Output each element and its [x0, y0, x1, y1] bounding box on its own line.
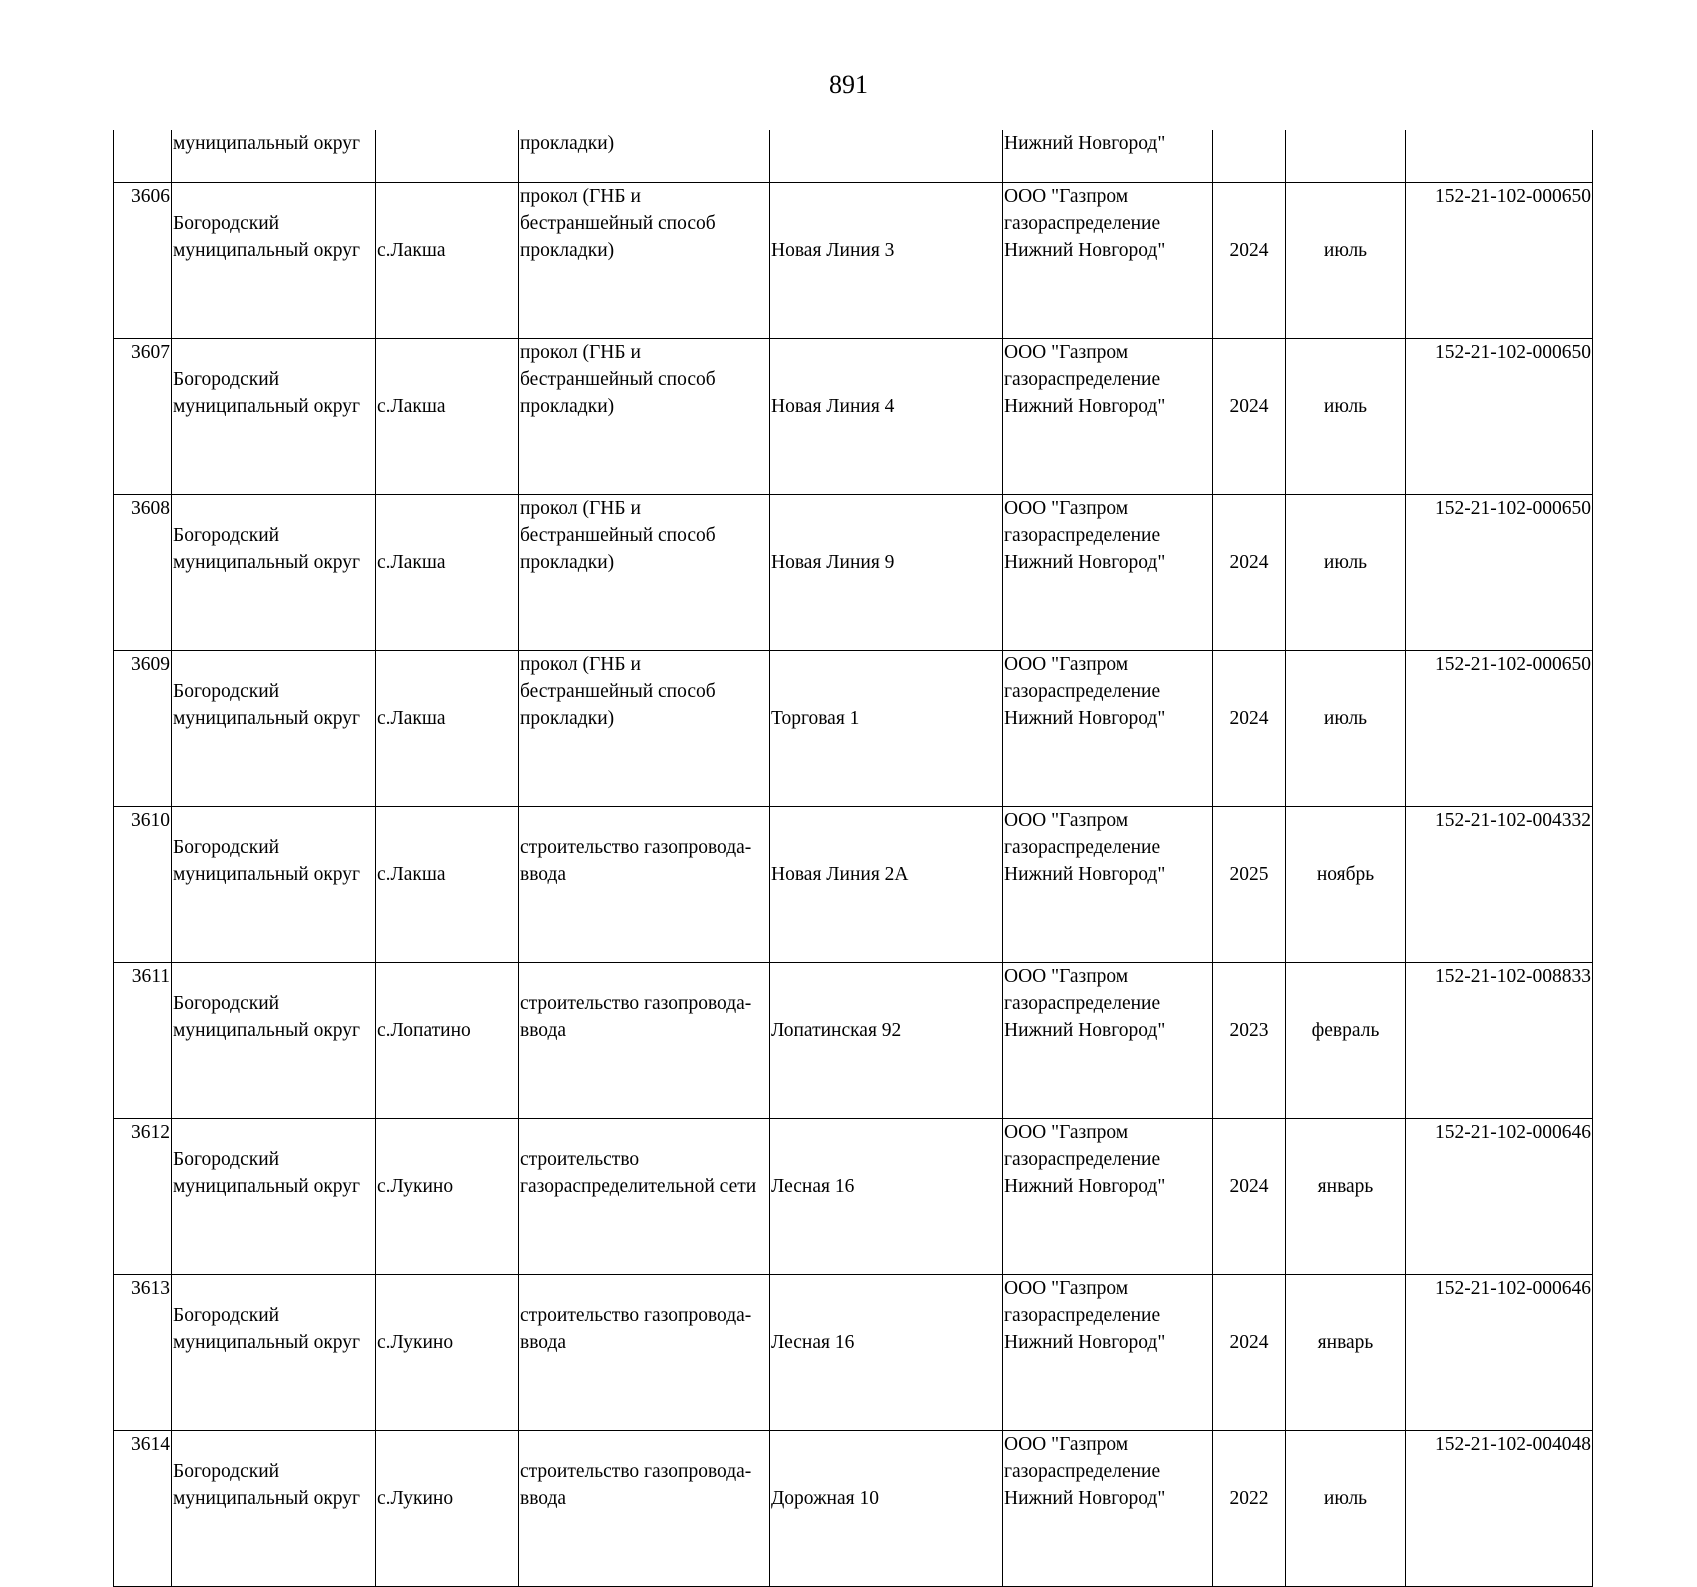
cell-code — [1406, 339, 1593, 495]
district-line: муниципальный округ — [173, 1332, 361, 1353]
method-line: бестраншейный способ — [520, 369, 716, 390]
organization-line: газораспределение — [1004, 213, 1161, 234]
row-number: 3609 — [131, 654, 170, 675]
organization-line: Нижний Новгород" — [1004, 1332, 1166, 1353]
cell-organization: Нижний Новгород" — [1003, 130, 1213, 183]
permit-code: 152-21-102-000646 — [1435, 1278, 1591, 1299]
cell-num — [114, 1431, 172, 1587]
month-text: январь — [1317, 1176, 1374, 1197]
row-number: 3608 — [131, 498, 170, 519]
cell-district: муниципальный округ — [172, 130, 376, 183]
month-text: июль — [1323, 240, 1368, 261]
settlement-text: с.Лукино — [377, 1176, 454, 1197]
district-line: Богородский — [173, 1305, 280, 1326]
month-text: январь — [1317, 1332, 1374, 1353]
cell-district — [172, 183, 376, 339]
organization-line: Нижний Новгород" — [1004, 552, 1166, 573]
year-text: 2024 — [1229, 240, 1269, 261]
year-text: 2025 — [1229, 864, 1269, 885]
cell-num — [114, 1275, 172, 1431]
row-number: 3610 — [131, 810, 170, 831]
month-text: июль — [1323, 396, 1368, 417]
organization-line: Нижний Новгород" — [1004, 864, 1166, 885]
organization-line: Нижний Новгород" — [1004, 1020, 1166, 1041]
cell-code — [1406, 1275, 1593, 1431]
cell-month — [1286, 1275, 1406, 1431]
cell-method — [519, 495, 770, 651]
cell-district — [172, 1431, 376, 1587]
year-text: 2024 — [1229, 708, 1269, 729]
district-line: муниципальный округ — [173, 708, 361, 729]
method-line: бестраншейный способ — [520, 525, 716, 546]
cell-organization — [1003, 807, 1213, 963]
district-line: муниципальный округ — [173, 396, 361, 417]
cell-address — [770, 807, 1003, 963]
address-text: Новая Линия 9 — [771, 552, 895, 573]
continuation-row — [114, 130, 1593, 183]
organization-line: ООО "Газпром — [1004, 342, 1129, 363]
year-text: 2024 — [1229, 396, 1269, 417]
cell-settlement — [376, 495, 519, 651]
method-line: газораспределительной сети — [520, 1176, 757, 1197]
cell-year — [1213, 183, 1286, 339]
month-text: июль — [1323, 552, 1368, 573]
organization-line: Нижний Новгород" — [1004, 708, 1166, 729]
address-text: Лесная 16 — [771, 1332, 855, 1353]
year-text: 2024 — [1229, 1176, 1269, 1197]
district-line: Богородский — [173, 837, 280, 858]
row-number: 3606 — [131, 186, 170, 207]
cell-code — [1406, 651, 1593, 807]
cell-month — [1286, 183, 1406, 339]
district-line: муниципальный округ — [173, 240, 361, 261]
method-line: прокол (ГНБ и — [520, 498, 641, 519]
organization-line: газораспределение — [1004, 681, 1161, 702]
settlement-text: с.Лукино — [377, 1332, 454, 1353]
district-line: Богородский — [173, 681, 280, 702]
method-line: прокол (ГНБ и — [520, 186, 641, 207]
district-line: Богородский — [173, 993, 280, 1014]
organization-line: ООО "Газпром — [1004, 186, 1129, 207]
cell-organization — [1003, 495, 1213, 651]
method-line: строительство газопровода- — [520, 1305, 752, 1326]
address-text: Торговая 1 — [771, 708, 860, 729]
cell-method — [519, 339, 770, 495]
permit-code: 152-21-102-004048 — [1435, 1434, 1591, 1455]
organization-line: Нижний Новгород" — [1004, 240, 1166, 261]
method-line: прокладки) — [520, 552, 615, 573]
organization-line: Нижний Новгород" — [1004, 1488, 1166, 1509]
cell-code — [1406, 963, 1593, 1119]
organization-line: газораспределение — [1004, 1305, 1161, 1326]
table-row — [114, 963, 1593, 1119]
table-row — [114, 183, 1593, 339]
cell-month — [1286, 807, 1406, 963]
cell-district — [172, 807, 376, 963]
method-line: строительство газопровода- — [520, 993, 752, 1014]
organization-line: ООО "Газпром — [1004, 966, 1129, 987]
organization-line: ООО "Газпром — [1004, 498, 1129, 519]
cell-code — [1406, 1119, 1593, 1275]
method-line: ввода — [520, 864, 567, 885]
row-number: 3612 — [131, 1122, 170, 1143]
cell-address — [770, 1431, 1003, 1587]
cell-district — [172, 339, 376, 495]
organization-line: газораспределение — [1004, 1149, 1161, 1170]
month-text: июль — [1323, 708, 1368, 729]
cell-year — [1213, 1119, 1286, 1275]
cell-code — [1406, 183, 1593, 339]
address-text: Лопатинская 92 — [771, 1020, 902, 1041]
year-text: 2023 — [1229, 1020, 1269, 1041]
cell-method — [519, 1119, 770, 1275]
page-number: 891 — [829, 70, 868, 99]
cell-month — [1286, 651, 1406, 807]
cell-method: прокладки) — [519, 130, 770, 183]
organization-line: ООО "Газпром — [1004, 1278, 1129, 1299]
cell-organization — [1003, 963, 1213, 1119]
row-number: 3613 — [131, 1278, 170, 1299]
cell-num — [114, 963, 172, 1119]
table-row — [114, 495, 1593, 651]
cell-code — [1406, 807, 1593, 963]
organization-line: ООО "Газпром — [1004, 654, 1129, 675]
organization-line: Нижний Новгород" — [1004, 396, 1166, 417]
cell-code — [1406, 130, 1593, 183]
settlement-text: с.Лакша — [377, 396, 446, 417]
year-text: 2024 — [1229, 1332, 1269, 1353]
cell-num — [114, 495, 172, 651]
cell-month — [1286, 1431, 1406, 1587]
cell-code — [1406, 495, 1593, 651]
cell-settlement — [376, 807, 519, 963]
cell-district — [172, 963, 376, 1119]
cell-year — [1213, 807, 1286, 963]
cell-month — [1286, 963, 1406, 1119]
cell-address — [770, 339, 1003, 495]
cell-organization — [1003, 1431, 1213, 1587]
cell-year — [1213, 963, 1286, 1119]
permit-code: 152-21-102-000650 — [1435, 654, 1591, 675]
method-line: ввода — [520, 1020, 567, 1041]
method-line: прокладки) — [520, 240, 615, 261]
organization-line: Нижний Новгород" — [1004, 1176, 1166, 1197]
method-line: бестраншейный способ — [520, 213, 716, 234]
cell-month — [1286, 130, 1406, 183]
cell-address — [770, 963, 1003, 1119]
address-text: Новая Линия 2А — [771, 864, 909, 885]
cell-district — [172, 651, 376, 807]
permit-code: 152-21-102-008833 — [1435, 966, 1591, 987]
year-text: 2024 — [1229, 552, 1269, 573]
organization-line: газораспределение — [1004, 837, 1161, 858]
organization-line: ООО "Газпром — [1004, 1122, 1129, 1143]
table-row — [114, 807, 1593, 963]
organization-line: газораспределение — [1004, 1461, 1161, 1482]
cell-settlement — [376, 651, 519, 807]
district-line: Богородский — [173, 1461, 280, 1482]
permit-code: 152-21-102-004332 — [1435, 810, 1591, 831]
cell-code — [1406, 1431, 1593, 1587]
district-line: Богородский — [173, 525, 280, 546]
month-text: февраль — [1311, 1020, 1380, 1041]
address-text: Новая Линия 3 — [771, 240, 895, 261]
cell-year — [1213, 339, 1286, 495]
cell-settlement — [376, 1275, 519, 1431]
table-row — [114, 1275, 1593, 1431]
row-number: 3611 — [131, 966, 170, 987]
district-line: муниципальный округ — [173, 552, 361, 573]
month-text: ноябрь — [1316, 864, 1375, 885]
cell-month — [1286, 339, 1406, 495]
method-line — [520, 807, 768, 834]
cell-organization — [1003, 1119, 1213, 1275]
cell-settlement — [376, 1119, 519, 1275]
permit-code: 152-21-102-000650 — [1435, 186, 1591, 207]
settlement-text: с.Лопатино — [377, 1020, 471, 1041]
organization-line: газораспределение — [1004, 369, 1161, 390]
permit-code: 152-21-102-000650 — [1435, 498, 1591, 519]
month-text: июль — [1323, 1488, 1368, 1509]
district-line: муниципальный округ — [173, 1020, 361, 1041]
cell-method — [519, 963, 770, 1119]
method-line: строительство газопровода- — [520, 837, 752, 858]
organization-line: газораспределение — [1004, 525, 1161, 546]
cell-district — [172, 1119, 376, 1275]
year-text: 2022 — [1229, 1488, 1269, 1509]
cell-organization — [1003, 651, 1213, 807]
district-line: Богородский — [173, 1149, 280, 1170]
gas-works-table — [113, 130, 1593, 1587]
settlement-text: с.Лакша — [377, 708, 446, 729]
permit-code: 152-21-102-000650 — [1435, 342, 1591, 363]
district-line: муниципальный округ — [173, 1488, 361, 1509]
cell-num — [114, 807, 172, 963]
cell-month — [1286, 1119, 1406, 1275]
cell-district — [172, 1275, 376, 1431]
cell-year — [1213, 1431, 1286, 1587]
method-line: бестраншейный способ — [520, 681, 716, 702]
cell-address — [770, 495, 1003, 651]
cell-settlement — [376, 339, 519, 495]
method-line: строительство газопровода- — [520, 1461, 752, 1482]
district-line: Богородский — [173, 369, 280, 390]
cell-num — [114, 130, 172, 183]
method-line — [520, 1275, 768, 1302]
address-text: Новая Линия 4 — [771, 396, 895, 417]
district-line: муниципальный округ — [173, 864, 361, 885]
settlement-text: с.Лукино — [377, 1488, 454, 1509]
cell-organization — [1003, 183, 1213, 339]
cell-month — [1286, 495, 1406, 651]
cell-settlement — [376, 1431, 519, 1587]
cell-address — [770, 1119, 1003, 1275]
cell-num — [114, 651, 172, 807]
method-line — [520, 1431, 768, 1458]
cell-settlement — [376, 963, 519, 1119]
method-line: ввода — [520, 1332, 567, 1353]
address-text: Лесная 16 — [771, 1176, 855, 1197]
cell-district — [172, 495, 376, 651]
method-line — [520, 963, 768, 990]
method-line: прокол (ГНБ и — [520, 654, 641, 675]
settlement-text: с.Лакша — [377, 240, 446, 261]
cell-year — [1213, 651, 1286, 807]
cell-method — [519, 183, 770, 339]
permit-code: 152-21-102-000646 — [1435, 1122, 1591, 1143]
cell-num — [114, 183, 172, 339]
cell-num — [114, 339, 172, 495]
table-row — [114, 1431, 1593, 1587]
settlement-text: с.Лакша — [377, 864, 446, 885]
cell-method — [519, 1275, 770, 1431]
cell-method — [519, 651, 770, 807]
cell-settlement — [376, 130, 519, 183]
method-line: строительство — [520, 1149, 640, 1170]
row-number: 3607 — [131, 342, 170, 363]
cell-num — [114, 1119, 172, 1275]
cell-method — [519, 1431, 770, 1587]
cell-method — [519, 807, 770, 963]
table-row — [114, 339, 1593, 495]
cell-address — [770, 651, 1003, 807]
settlement-text: с.Лакша — [377, 552, 446, 573]
row-number: 3614 — [131, 1434, 170, 1455]
address-text: Дорожная 10 — [771, 1488, 879, 1509]
organization-line: газораспределение — [1004, 993, 1161, 1014]
cell-year — [1213, 495, 1286, 651]
district-line: муниципальный округ — [173, 1176, 361, 1197]
cell-year — [1213, 1275, 1286, 1431]
method-line: прокладки) — [520, 396, 615, 417]
cell-settlement — [376, 183, 519, 339]
cell-organization — [1003, 1275, 1213, 1431]
cell-organization — [1003, 339, 1213, 495]
method-line: прокладки) — [520, 708, 615, 729]
method-line — [520, 1119, 768, 1146]
cell-address — [770, 183, 1003, 339]
cell-address — [770, 130, 1003, 183]
method-line: ввода — [520, 1488, 567, 1509]
table-row — [114, 651, 1593, 807]
district-line: Богородский — [173, 213, 280, 234]
cell-year — [1213, 130, 1286, 183]
organization-line: ООО "Газпром — [1004, 810, 1129, 831]
table-row — [114, 1119, 1593, 1275]
method-line: прокол (ГНБ и — [520, 342, 641, 363]
organization-line: ООО "Газпром — [1004, 1434, 1129, 1455]
cell-address — [770, 1275, 1003, 1431]
